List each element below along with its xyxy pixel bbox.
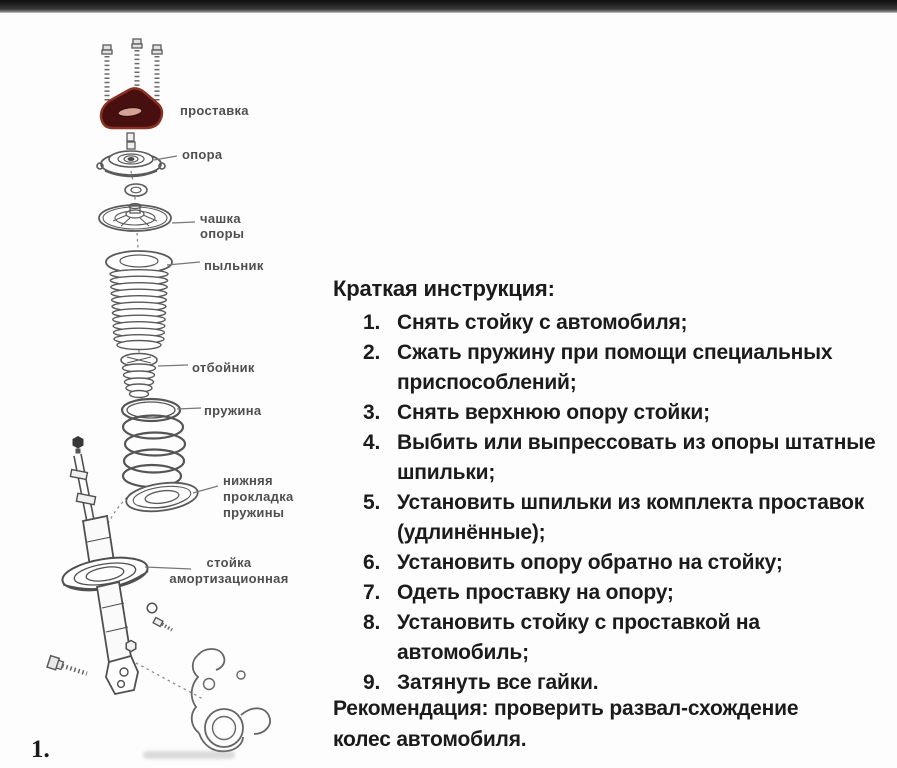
label-bump-stop: отбойник [192, 360, 255, 375]
step-text: Установить шпильки из комплекта проставок (удлинённые); [397, 491, 865, 544]
label-cup: чашка опоры [200, 211, 245, 241]
step-text: Установить стойку с проставкой на автомобиль; [397, 611, 760, 664]
step-number: 1. [363, 311, 381, 334]
instruction-step [333, 578, 897, 608]
knuckle-bolt [47, 656, 89, 680]
label-strut: стойка амортизационная [169, 555, 289, 586]
step-number: 6. [363, 551, 381, 574]
label-spring: пружина [204, 403, 262, 418]
spring-shape [122, 399, 185, 487]
spacer-shape [101, 88, 162, 128]
instruction-step [333, 548, 897, 578]
label-boot: пыльник [204, 258, 264, 273]
step-number: 2. [363, 341, 381, 364]
mount-shape [97, 133, 165, 177]
instruction-step [333, 308, 897, 338]
bumpstop-shape [121, 354, 157, 398]
instructions-section [333, 275, 897, 698]
instruction-step [333, 398, 897, 428]
step-text: Снять верхнюю опору стойки; [397, 401, 710, 424]
watermark-smudge [143, 751, 235, 759]
knuckle-shape [192, 649, 270, 751]
step-number: 3. [363, 401, 381, 424]
step-text: Снять стойку с автомобиля; [397, 311, 688, 334]
step-number: 4. [363, 431, 381, 454]
bearing-ring [125, 184, 147, 196]
step-number: 7. [363, 581, 381, 604]
step-text: Сжать пружину при помощи специальных приспособлений; [397, 341, 833, 394]
step-text: Выбить или выпрессовать из опоры штатные шпильки; [397, 431, 876, 484]
instruction-step [333, 608, 897, 668]
strut-exploded-diagram [15, 25, 330, 765]
step-number: 8. [363, 611, 381, 634]
label-lower-pad: нижняя прокладка пружины [223, 473, 294, 520]
instruction-step [333, 488, 897, 548]
instruction-step [333, 428, 897, 488]
label-spacer: проставка [180, 103, 249, 118]
label-mount: опора [182, 147, 223, 162]
step-text: Затянуть все гайки. [397, 671, 599, 694]
page-number: 1. [31, 736, 50, 763]
cup-shape [99, 204, 171, 232]
recommendation-text: Рекомендация: проверить развал-схождение колес автомобиля. [333, 697, 799, 751]
instruction-step [333, 338, 897, 398]
strut-body-shape [60, 436, 172, 694]
step-text: Установить опору обратно на стойку; [397, 551, 783, 574]
step-number: 9. [363, 671, 381, 694]
boot-shape [106, 251, 172, 350]
step-number: 5. [363, 491, 381, 514]
instruction-steps-list [333, 308, 897, 698]
instructions-title: Краткая инструкция: [333, 276, 555, 301]
scan-edge-top [0, 0, 897, 13]
strut-diagram-art [15, 25, 330, 765]
step-text: Одеть проставку на опору; [397, 581, 674, 604]
